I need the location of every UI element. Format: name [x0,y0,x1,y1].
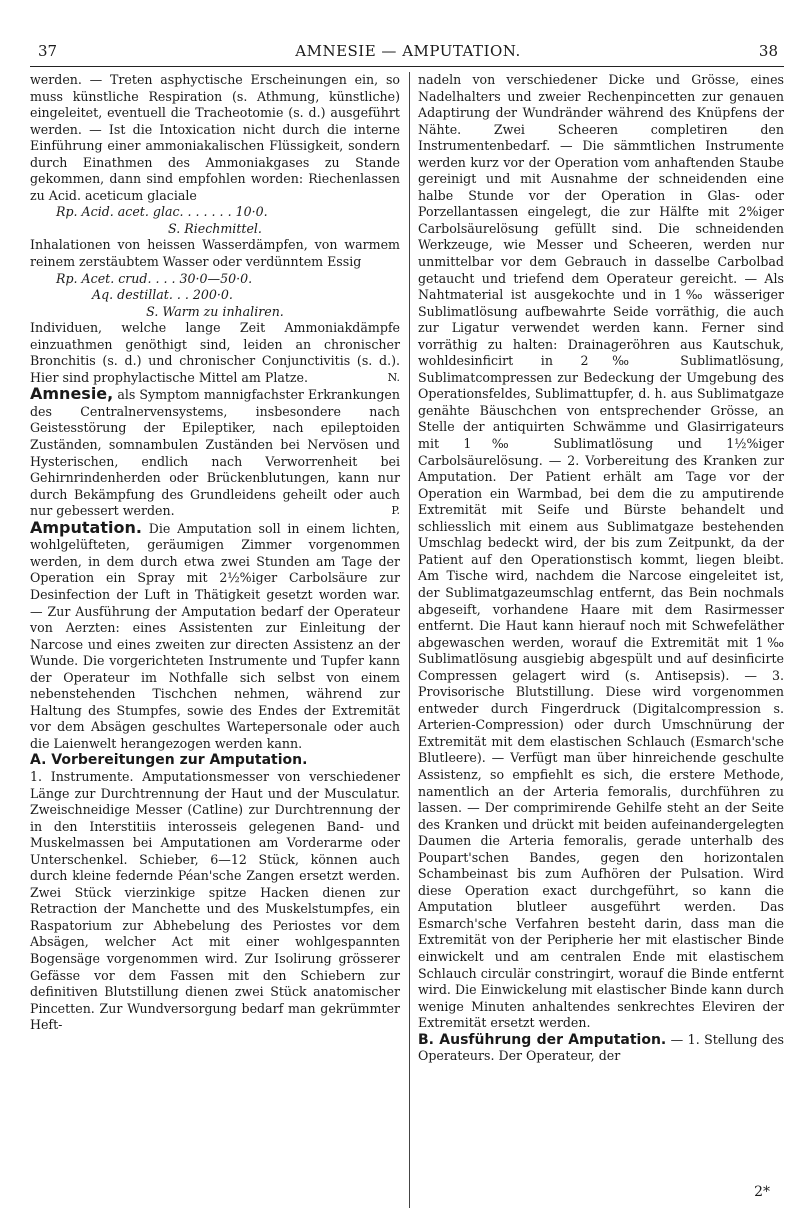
section-heading: B. Ausführung der Amputation. [418,1031,667,1048]
page-title: AMNESIE — AMPUTATION. [295,42,521,60]
section-heading: A. Vorbereitungen zur Amputation. [30,752,308,769]
prescription-signa-text: S. Warm zu inhaliren. [146,303,284,319]
running-header [38,42,778,64]
left-column [30,72,400,1034]
prescription-signa-text: S. Riechmittel. [168,220,262,236]
entry-amnesie [30,386,400,519]
headword: Amnesie, [30,384,114,404]
paragraph [30,320,400,386]
headword: Amputation. [30,517,142,537]
right-column [418,72,784,1065]
prescription-text: Rp. Acid. acet. glac. . . . . . . 10·0. [56,204,268,220]
prescription-line [30,271,400,288]
section-paragraph [418,1032,784,1065]
paragraph: nadeln von verschiedener Dicke und Grösse, eines Nadelhalters und zweier Rechenpincetten zur genauen Adaptirung der Wundränder während des Knüpfens der Nähte. Zwei Scheeren completiren den Instrumentenbedarf. — Die sämmtlichen Instrumente werden kurz vor der Operation vom anhaftenden Staube gereinigt und mit Ausnahme der schneidenden eine halbe Stunde vor der Operation in Glas- oder Porzellantassen eingelegt, die zur Hälfte mit 2%iger Carbolsäurelösung gefüllt sind. Die schneidenden Werkzeuge, wie Messer und Scheeren, werden nur unmittelbar vor dem Gebrauch in dasselbe Carbolbad getaucht und triefend dem Operateur gereicht. — Als Nahtmaterial ist ausgekochte und in 1‰ wässeriger Sublimatlösung aufbewahrte Seide vorräthig, die auch zur Ligatur verwendet werden kann. Ferner sind vorräthig zu halten: Drainageröhren aus Kautschuk, wohldesinficirt in 2‰ Sublimatlösung, Sublimatcompressen zur Bedeckung der Umgebung des Operationsfeldes, Sublimattupfer, d. h. aus Sublimatgaze genähte Bäuschchen von entsprechender Grösse, an Stelle der antiquirten Schwämme und Glasirrigateurs mit 1‰ Sublimatlösung und 1½%iger Carbolsäurelösung. — 2. Vorbereitung des Kranken zur Amputation. Der Patient erhält am Tage vor der Operation ein Warmbad, bei dem die zu amputirende Extremität mit Seife und Bürste behandelt und schliesslich mit einem aus Sublimatgaze bestehenden Umschlag bedeckt wird, der bis zum Zeitpunkt, da der Patient auf den Operationstisch kommt, liegen bleibt. Am Tische wird, nachdem die Narcose eingeleitet ist, der Sublimatgazeumschlag entfernt, das Bein nochmals abgeseift, vorhandene Haare mit dem Rasirmesser entfernt. Die Haut kann hierauf noch mit Schwefeläther abgewaschen werden, worauf die Extremität mit 1‰ Sublimatlösung ausgiebig abgespült und auf desinficirte Compressen gelagert wird (s. Antisepsis). — 3. Provisorische Blutstillung. Diese wird vorgenommen entweder durch Fingerdruck (Digitalcompression s. Arterien-Compression) oder durch Umschnürung der Extremität mit dem elastischen Schlauch (Esmarch'sche Blutleere). — Verfügt man über hinreichende geschulte Assistenz, so empfiehlt es sich, die erstere Methode, namentlich an der Arteria femoralis, durchführen zu lassen. — Der comprimirende Gehilfe steht an der Seite des Kranken und drückt mit beiden aufeinandergelegten Daumen die Arteria femoralis, gerade unterhalb des Poupart'schen Bandes, gegen den horizontalen Schambeinast bis zum Aufhören der Pulsation. Wird diese Operation exact durchgeführt, so kann die Amputation blutleer ausgeführt werden. Das Esmarch'sche Verfahren besteht darin, dass man die Extremität von der Peripherie her mit elastischer Binde einwickelt und am centralen Ende mit elastischem Schlauch circulär constringirt, worauf die Binde entfernt wird. Die Einwickelung mit elastischer Binde kann durch wenige Minuten anhaltendes senkrechtes Eleviren der Extremität ersetzt werden. [418,72,784,1031]
prescription-signa [30,304,400,321]
prescription-text: Rp. Acet. crud. . . . 30·0—50·0. [56,270,253,286]
prescription-line [30,287,400,304]
paragraph-text: — 1. Stellung des Operateurs. Der Operateur, der [418,1031,784,1064]
page-number-right: 38 [758,42,778,60]
header-rule [30,66,784,67]
author-sign: N. [387,370,400,384]
author-sign: P. [391,504,400,518]
prescription-signa [30,221,400,238]
paragraph: 1. Instrumente. Amputationsmesser von verschiedener Länge zur Durchtrennung der Haut und der Musculatur. Zweischneidige Messer (Catline) zur Durchtrennung der in den Interstitiis interosseis gelegenen Band- und Muskelmassen bei Amputationen am Vorderarme oder Unterschenkel. Schieber, 6—12 Stück, können auch durch kleine federnde Péan'sche Zangen ersetzt werden. Zwei Stück vierzinkige spitze Hacken dienen zur Retraction der Manchette und des Muskelstumpfes, ein Raspatorium zur Abhebelung des Periostes vor dem Absägen, welcher Act mit einer wohlgespannten Bogensäge vorgenommen wird. Zur Isolirung grösserer Gefässe vor dem Fassen mit den Schiebern zur definitiven Blutstillung dienen zwei Stück anatomischer Pincetten. Zur Wundversorgung bedarf man gekrümmter Heft- [30,768,400,1033]
column-divider [409,72,410,1208]
prescription-line [30,204,400,221]
entry-text: Die Amputation soll in einem lichten, wohlgelüfteten, geräumigen Zimmer vorgenommen werden, in dem durch etwa zwei Stunden am Tage der Operation ein Spray mit 2½%iger Carbolsäure zur Desinfection der Luft in Thätigkeit gesetzt worden war. — Zur Ausführung der Amputation bedarf der Operateur von Aerzten: eines Assistenten zur Einleitung der Narcose und eines zweiten zur directen Assistenz an der Wunde. Die vorgerichteten Instrumente und Tupfer kann der Operateur im Nothfalle sich selbst von einem nebenstehenden Tischchen nehmen, während zur Haltung des Stumpfes, sowie des Endes der Extremität vor dem Absägen geschultes Wartepersonale oder auch die Laienwelt herangezogen werden kann. [30,520,400,751]
paragraph-text: Individuen, welche lange Zeit Ammoniakdämpfe einzuathmen genöthigt sind, leiden an chronischer Bronchitis (s. d.) und chronischer Conjunctivitis (s. d.). Hier sind prophylactische Mittel am Platze. [30,320,400,385]
paragraph: Inhalationen von heissen Wasserdämpfen, von warmem reinem zerstäubtem Wasser oder verdünntem Essig [30,237,400,270]
page-number-left: 37 [38,42,58,60]
paragraph: werden. — Treten asphyctische Erscheinungen ein, so muss künstliche Respiration (s. Athmung, künstliche) eingeleitet, eventuell die Tracheotomie (s. d.) ausgeführt werden. — Ist die Intoxication nicht durch die interne Einführung einer ammoniakalischen Flüssigkeit, sondern durch Einathmen des Ammoniakgases zu Stande gekommen, dann sind empfohlen worden: Riechenlassen zu Acid. aceticum glaciale [30,72,400,203]
signature-mark: 2* [754,1184,770,1200]
entry-amputation [30,517,400,753]
prescription-text: Aq. destillat. . . 200·0. [92,287,233,303]
entry-text: als Symptom mannigfachster Erkrankungen des Centralnervensystems, insbesondere nach Geistesstörung der Epileptiker, nach epileptoiden Zuständen, somnambulen Zuständen bei Nervösen und Hysterischen, endlich nach Verworrenheit bei Gehirnrindenherden oder Brückenblutungen, kann nur durch Bekämpfung des Grundleidens geheilt oder auch nur gebessert werden. [30,387,400,519]
